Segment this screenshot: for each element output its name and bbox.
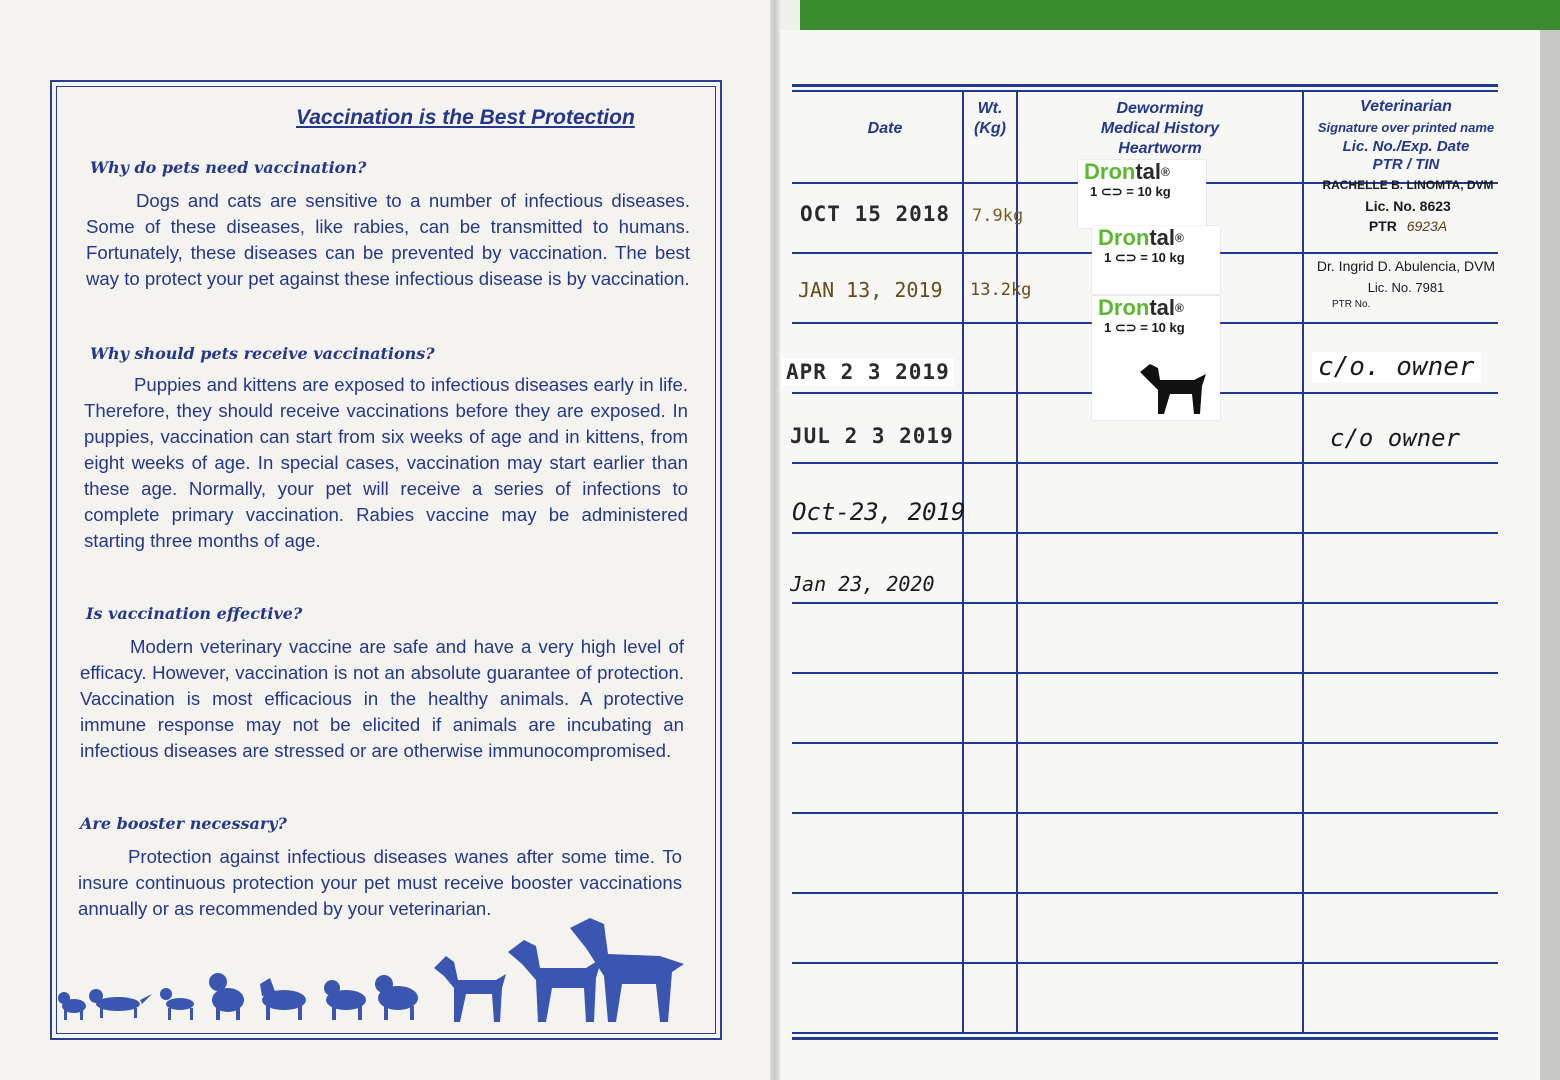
section-paragraph: Puppies and kittens are exposed to infectious diseases early in life. Therefore, they should receive vaccinations before they are exposed. In puppies, vaccination can start from six weeks of age and in kittens, from eight weeks of age. In special cases, vaccination may start earlier than these age. Normally, your pet will receive a series of infections to complete primary vaccination. Rabies vaccine may be administered starting three months of age. <box>84 374 688 551</box>
drontal-sticker: Drontal® 1 ⊂⊃ = 10 kg <box>1078 160 1206 228</box>
row-weight: 7.9kg <box>972 206 1024 226</box>
row-weight: 13.2kg <box>970 280 1032 300</box>
handwritten-note: c/o owner <box>1330 424 1461 452</box>
row-date: OCT 15 2018 <box>800 202 951 226</box>
header-deworming: Deworming <box>1116 100 1204 117</box>
header-date: Date <box>867 120 903 137</box>
row-date: JUL 2 3 2019 <box>790 424 954 448</box>
dog-icon <box>1136 362 1212 418</box>
question-heading: Are booster necessary? <box>80 814 287 833</box>
header-heartworm: Heartworm <box>1118 140 1202 157</box>
dog-icon <box>375 975 418 1020</box>
header-veterinarian: Veterinarian <box>1360 98 1452 115</box>
row-date: Oct-23, 2019 <box>792 498 966 526</box>
section-paragraph: Modern veterinary vaccine are safe and have a very high level of efficacy. However, vaccination is not an absolute guarantee of protection. Vaccination is most efficacious in the healthy animals. A protective immune response may not be elicited if animals are incubating an infectious diseases are stressed or are otherwise immunocompromised. <box>80 636 684 761</box>
question-heading: Why do pets need vaccination? <box>90 158 367 177</box>
vet-stamp: Dr. Ingrid D. Abulencia, DVM Lic. No. 7981 PTR No. <box>1316 258 1496 310</box>
drontal-sticker: Drontal® 1 ⊂⊃ = 10 kg <box>1092 296 1220 420</box>
question-heading: Is vaccination effective? <box>86 604 303 623</box>
section-paragraph: Dogs and cats are sensitive to a number of infectious diseases. Some of these diseases, like rabies, can be transmitted to humans. Fortunately, these diseases can be prevented by vaccination. The best way to protect your pet against these infectious disease is by vaccination. <box>86 190 690 289</box>
section-paragraph: Protection against infectious diseases wanes after some time. To insure continuous protection your pet must receive booster vaccinations annually or as recommended by your veterinarian. <box>78 846 682 919</box>
dog-icon <box>324 980 366 1020</box>
page-edge <box>1540 30 1560 1080</box>
row-date: JAN 13, 2019 <box>798 278 943 302</box>
header-signature: Signature over printed name <box>1317 120 1495 135</box>
header-license: Lic. No./Exp. Date <box>1342 138 1470 155</box>
handwritten-note: c/o. owner <box>1312 352 1481 382</box>
dog-icon <box>89 989 152 1018</box>
header-medical-history: Medical History <box>1100 120 1220 137</box>
dog-icon <box>58 992 86 1020</box>
row-date: APR 2 3 2019 <box>782 358 954 386</box>
row-date: Jan 23, 2020 <box>790 572 935 596</box>
header-ptr-tin: PTR / TIN <box>1372 156 1440 173</box>
question-heading: Why should pets receive vaccinations? <box>90 344 435 363</box>
dog-icon <box>434 956 506 1022</box>
page-title: Vaccination is the Best Protection <box>296 106 635 129</box>
booklet-spine <box>770 0 780 1080</box>
dog-icon <box>260 978 306 1020</box>
vet-stamp: RACHELLE B. LINOMTA, DVM Lic. No. 8623 PTR 6923A <box>1322 178 1494 234</box>
header-weight: Wt. <box>977 100 1003 117</box>
header-weight-unit: (Kg) <box>974 120 1006 137</box>
dog-icon <box>160 988 194 1020</box>
dog-icon <box>508 940 602 1022</box>
dog-silhouettes <box>56 918 696 1028</box>
dog-icon <box>209 973 244 1020</box>
drontal-sticker: Drontal® 1 ⊂⊃ = 10 kg <box>1092 226 1220 294</box>
